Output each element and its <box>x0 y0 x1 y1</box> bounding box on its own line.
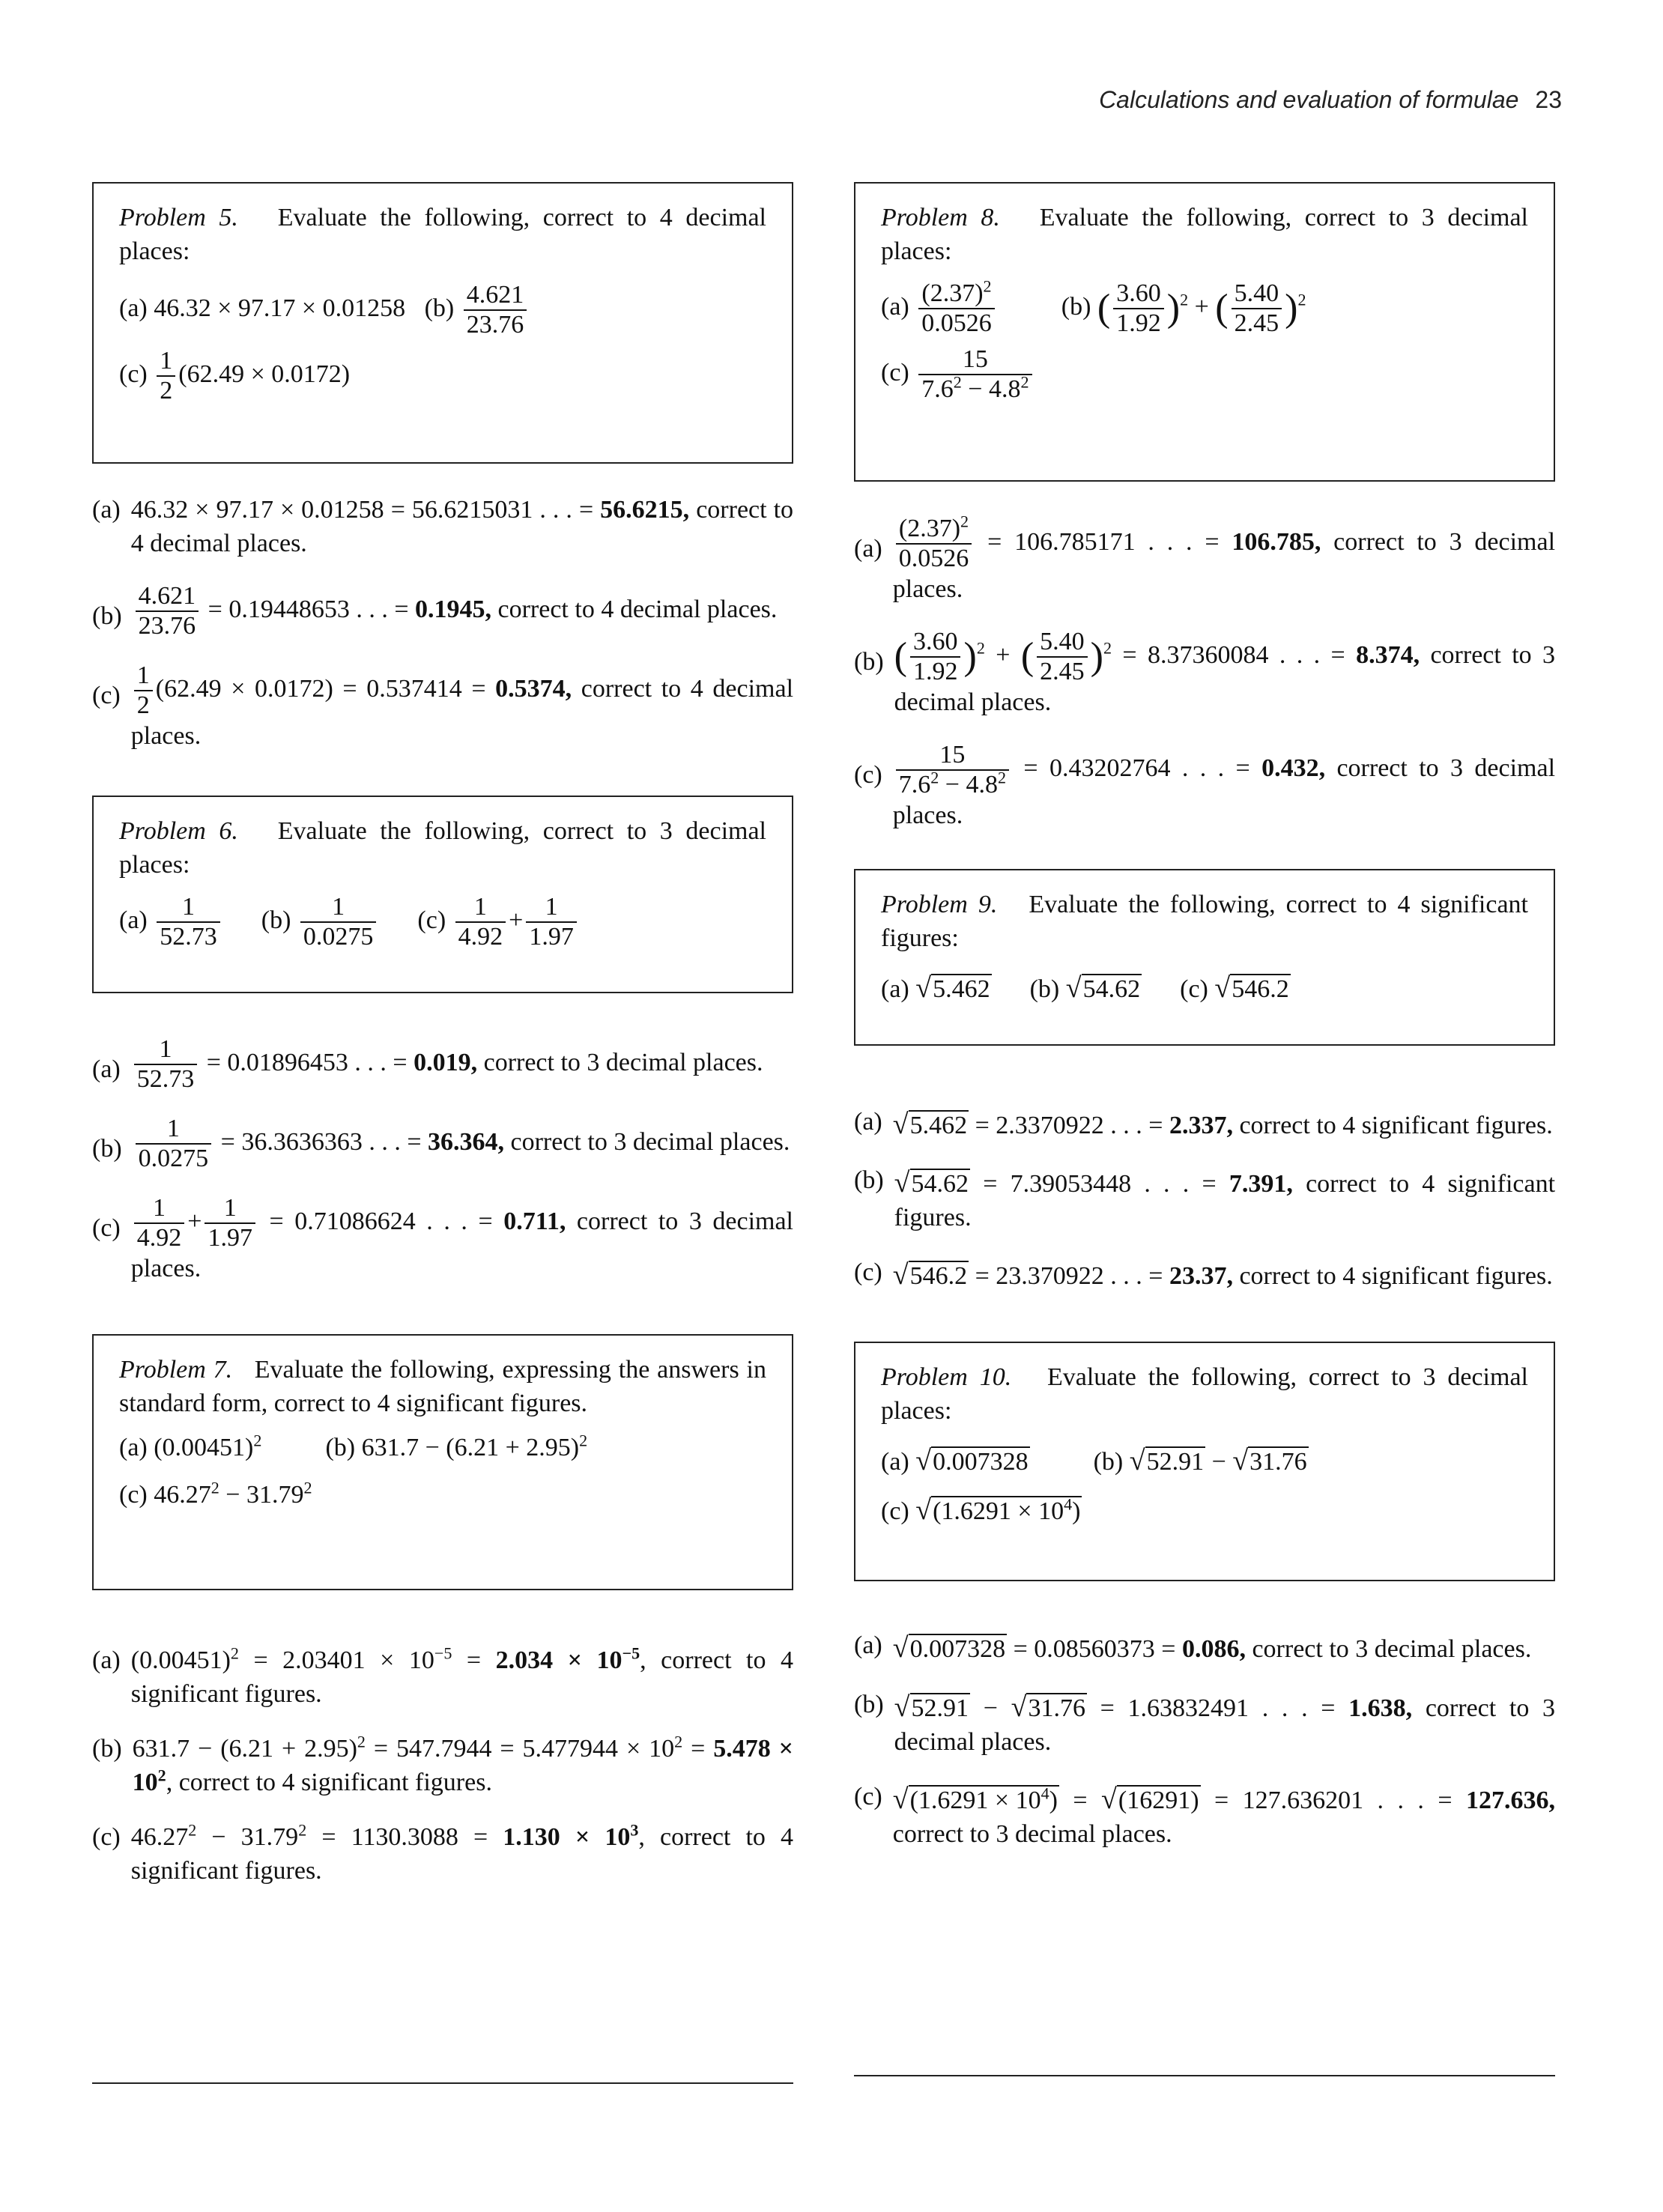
sqrt: √0.007328 <box>892 1632 1006 1664</box>
problem-7-box <box>92 1334 793 1590</box>
fraction: $\frac{5.40}{2.45}$ <box>1232 279 1282 338</box>
sqrt: √54.62 <box>894 1167 969 1199</box>
fraction: $\frac{1}{52.73}$ <box>134 1035 198 1094</box>
solution-9-c: (c) √546.2 = 23.370922 . . . = 23.37, correct to 4 significant figures. <box>854 1256 1555 1294</box>
fraction: $\frac{1}{0.0275}$ <box>136 1115 212 1173</box>
problem-10-parts-ab: (a) √0.007328 (b) √52.91 − √31.76 <box>881 1442 1528 1479</box>
problem-10-statement: Problem 10. Evaluate the following, correct to 3 decimal places: <box>881 1363 1528 1425</box>
fraction: $\frac{5.40}{2.45}$ <box>1037 628 1088 686</box>
problem-8-box <box>854 182 1555 482</box>
problem-8-statement: Problem 8. Evaluate the following, correct to 3 decimal places: <box>881 204 1529 265</box>
sqrt: √54.62 <box>1065 972 1141 1004</box>
problem-9-statement: Problem 9. Evaluate the following, correct to 4 significant figures: <box>881 891 1528 952</box>
running-header <box>1099 84 1562 115</box>
sqrt: √5.462 <box>892 1109 968 1141</box>
sqrt: √52.91 <box>894 1691 969 1723</box>
sqrt: √546.2 <box>1214 972 1289 1004</box>
sqrt: √31.76 <box>1011 1691 1085 1723</box>
solution-7 <box>92 1644 793 1888</box>
problem-9-box <box>854 869 1555 1046</box>
sqrt: √546.2 <box>892 1259 968 1291</box>
fraction: $\frac{1}{2}$ <box>157 347 175 405</box>
sqrt: $√(1.6291 \times 10^4)$ <box>915 1494 1081 1527</box>
solution-6-a: (a) $\frac{1}{52.73}$ = 0.01896453 . . . = 0.019, correct to 3 decimal places. <box>92 1034 763 1094</box>
fraction: $\frac{4.621}{23.76}$ <box>464 281 527 339</box>
fraction: $\frac{1}{52.73}$ <box>157 893 220 951</box>
sqrt: √(16291) <box>1101 1783 1199 1815</box>
header-title: Calculations and evaluation of formulae <box>1099 86 1519 113</box>
solution-8-c: (c) $\frac{15}{7.6^2 - 4.8^2}$ = 0.43202764 . . . = 0.432, correct to 3 decimal places. <box>854 741 1556 830</box>
solution-6 <box>92 1035 793 1286</box>
solution-5 <box>92 494 793 754</box>
solution-10-a: (a) √0.007328 = 0.08560373 = 0.086, correct to 3 decimal places. <box>854 1629 1555 1667</box>
problem-7-parts-ab: (a) $(0.00451)^2$ (b) $631.7 - (6.21 + 2.95)^2$ <box>119 1431 588 1462</box>
sqrt: √0.007328 <box>915 1445 1029 1477</box>
left-column <box>92 182 793 1888</box>
fraction: $\frac{3.60}{1.92}$ <box>910 628 961 686</box>
solution-7-b: (b) $631.7 - (6.21 + 2.95)^2 = 547.7944 = 5.477944 \times 10^2 = 5.478 \times 10^2$, correct to 4 significant figures. <box>92 1732 794 1796</box>
problem-8-parts-ab: (a) $\frac{(2.37)^2}{0.0526}$ (b) ( $\frac{3.60}{1.92}$ )$^2$ + ( $\frac{5.40}{2.45}$ )$^2$ <box>881 276 1306 337</box>
solution-7-a: (a) $(0.00451)^2 = 2.03401 \times 10^{-5} = 2.034 \times 10^{-5}$, correct to 4 significant figures. <box>92 1643 794 1709</box>
right-column <box>854 182 1555 1852</box>
problem-7-statement: Problem 7. Evaluate the following, expressing the answers in standard form, correct to 4 significant figures. <box>119 1356 766 1418</box>
problem-10-part-c: (c) $√(1.6291 \times 10^4)$ <box>881 1491 1528 1529</box>
sqrt: √52.91 <box>1129 1445 1205 1477</box>
fraction: $\frac{3.60}{1.92}$ <box>1113 279 1164 338</box>
fraction: $\frac{(2.37)^2}{0.0526}$ <box>918 279 995 338</box>
fraction: $\frac{4.621}{23.76}$ <box>136 582 199 640</box>
sqrt: $√(1.6291 \times 10^4)$ <box>892 1783 1058 1815</box>
sqrt: √31.76 <box>1232 1445 1307 1477</box>
solution-10-b: (b) √52.91 − √31.76 = 1.63832491 . . . = 1.638, correct to 3 decimal places. <box>854 1688 1555 1760</box>
solution-9-b: (b) √54.62 = 7.39053448 . . . = 7.391, correct to 4 significant figures. <box>854 1164 1555 1235</box>
solution-7-c: (c) $46.27^2 - 31.79^2 = 1130.3088 = 1.130 \times 10^3$, correct to 4 significant figures. <box>92 1820 794 1885</box>
problem-8-part-c: (c) $\frac{15}{7.6^2 - 4.8^2}$ <box>881 345 1528 404</box>
problem-5-part-c: (c) $\frac{1}{2}$ (62.49 × 0.0172) <box>119 346 351 404</box>
page-number: 23 <box>1535 86 1562 113</box>
problem-7-part-c: (c) $46.27^2 - 31.79^2$ <box>119 1478 312 1509</box>
problem-5-box <box>92 182 793 464</box>
solution-9 <box>854 1106 1555 1294</box>
solution-5-c: (c) $\frac{1}{2}$ (62.49 × 0.0172) = 0.537414 = 0.5374, correct to 4 decimal places. <box>92 661 794 751</box>
problem-5-parts: (a) 46.32 × 97.17 × 0.01258 (b) $\frac{4.621}{23.76}$ <box>119 281 766 339</box>
fraction: $\frac{1}{4.92}$ <box>134 1194 185 1252</box>
fraction: $\frac{1}{4.92}$ <box>455 893 506 951</box>
fraction: $\frac{1}{1.97}$ <box>205 1194 255 1252</box>
problem-6-parts: (a) $\frac{1}{52.73}$ (b) $\frac{1}{0.0275}$ (c) $\frac{1}{4.92}$ + $\frac{1}{1.97}$ <box>119 893 766 951</box>
problem-9-parts: (a) √5.462 (b) √54.62 (c) √546.2 <box>881 969 1528 1007</box>
problem-10-box <box>854 1342 1555 1581</box>
solution-5-a: (a) 46.32 × 97.17 × 0.01258 = 56.6215031 . . . = 56.6215, correct to 4 decimal places. <box>92 496 794 557</box>
solution-8 <box>854 512 1556 833</box>
solution-10-c: (c) $√(1.6291 \times 10^4) = √(16291) = 127.636201$ . . . = 127.636, correct to 3 decimal places. <box>854 1781 1555 1852</box>
solution-6-c: (c) $\frac{1}{4.92}$ + $\frac{1}{1.97}$ = 0.71086624 . . . = 0.711, correct to 3 decimal places. <box>92 1194 794 1283</box>
sqrt: √5.462 <box>915 972 990 1004</box>
problem-6-statement: Problem 6. Evaluate the following, correct to 3 decimal places: <box>119 816 767 879</box>
fraction: $\frac{1}{1.97}$ <box>526 893 577 951</box>
problem-6-box <box>92 796 793 993</box>
solution-5-b: (b) $\frac{4.621}{23.76}$ = 0.19448653 . . . = 0.1945, correct to 4 decimal places. <box>92 581 778 640</box>
fraction: $\frac{1}{2}$ <box>134 661 153 720</box>
solution-6-b: (b) $\frac{1}{0.0275}$ = 36.3636363 . . . = 36.364, correct to 3 decimal places. <box>92 1115 790 1173</box>
left-bottom-rule <box>92 2082 793 2084</box>
fraction: $\frac{(2.37)^2}{0.0526}$ <box>896 515 972 573</box>
solution-9-a: (a) √5.462 = 2.3370922 . . . = 2.337, correct to 4 significant figures. <box>854 1106 1555 1143</box>
right-bottom-rule <box>854 2075 1555 2076</box>
fraction: $\frac{15}{7.6^2 - 4.8^2}$ <box>918 345 1032 404</box>
problem-5-statement: Problem 5. Evaluate the following, correct to 4 decimal places: <box>119 204 767 265</box>
fraction: $\frac{15}{7.6^2 - 4.8^2}$ <box>896 741 1009 799</box>
solution-8-b: (b) ( $\frac{3.60}{1.92}$ )$^2$ + ( $\frac{5.40}{2.45}$ )$^2$ = 8.37360084 . . . = 8.374, correct to 3 decimal places. <box>854 628 1556 717</box>
solution-10 <box>854 1629 1555 1851</box>
solution-8-a: (a) $\frac{(2.37)^2}{0.0526}$ = 106.785171 . . . = 106.785, correct to 3 decimal places. <box>854 512 1556 604</box>
fraction: $\frac{1}{0.0275}$ <box>300 893 377 951</box>
